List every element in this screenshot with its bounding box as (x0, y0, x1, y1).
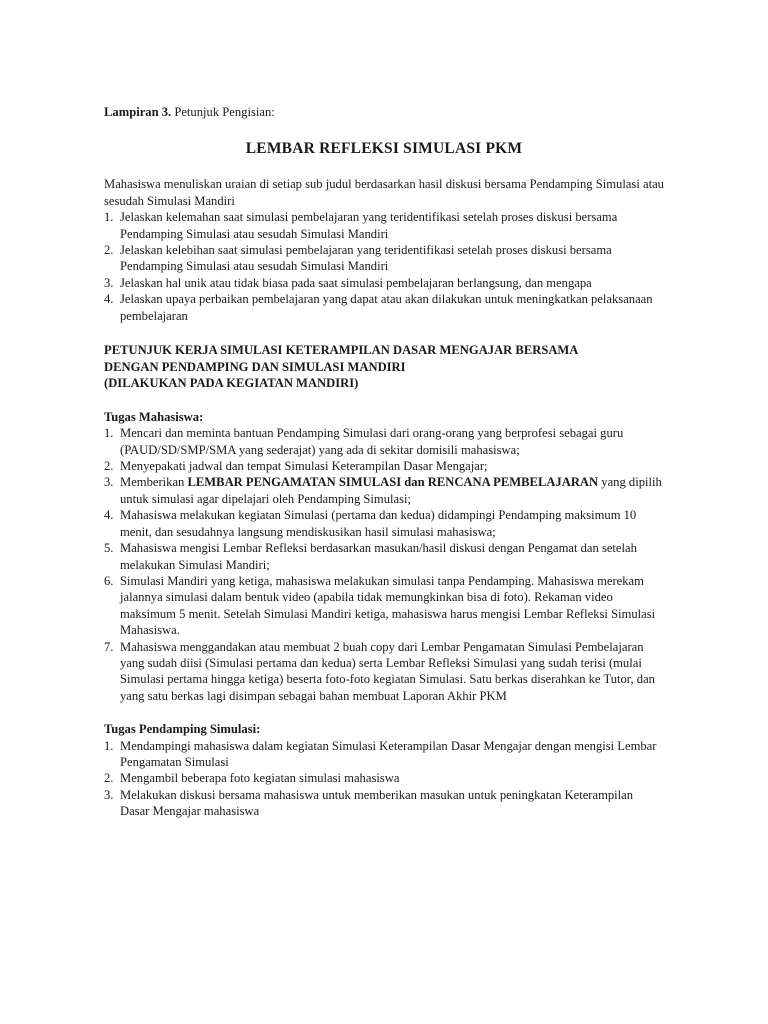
appendix-label (104, 104, 664, 120)
page-title: LEMBAR REFLEKSI SIMULASI PKM (245, 140, 523, 158)
item-number: 1. (104, 738, 114, 753)
list-item (104, 787, 664, 820)
item-text: Simulasi Mandiri yang ketiga, mahasiswa melakukan simulasi tanpa Pendamping. Mahasiswa merekam jalannya simulasi dalam bentuk video (apabila tidak memungkinkan bisa di foto). Rekaman video maksimum 5 menit. Setelah Simulasi Mandiri ketiga, mahasiswa harus mengisi Lembar Refleksi Simulasi Mahasiswa. (120, 573, 656, 638)
item-number: 6. (104, 573, 114, 588)
item-text: Melakukan diskusi bersama mahasiswa untuk memberikan masukan untuk peningkatan Keterampilan Dasar Mengajar mahasiswa (120, 787, 634, 819)
item-number: 1. (104, 426, 114, 441)
item-text: Jelaskan kelebihan saat simulasi pembelajaran yang teridentifikasi setelah proses diskusi bersama Pendamping Simulasi atau sesudah Simulasi Mandiri (120, 243, 612, 274)
list-item (104, 770, 664, 786)
list-item (104, 738, 664, 771)
list-item (104, 474, 664, 507)
document-body (104, 104, 664, 820)
item-number: 3. (104, 275, 114, 290)
list-item (104, 573, 664, 639)
item-number: 2. (104, 243, 114, 258)
item-number: 5. (104, 541, 114, 556)
appendix-number: Lampiran 3. (104, 105, 172, 119)
item-number: 7. (104, 639, 114, 654)
item-text: Mahasiswa menggandakan atau membuat 2 buah copy dari Lembar Pengamatan Simulasi Pembelajaran yang sudah diisi (Simulasi pertama dan kedua) serta Lembar Refleksi Simulasi yang sudah terisi (mulai Simulasi pertama hingga ketiga) beserta foto-foto kegiatan Simulasi. Satu berkas diserahkan ke Tutor, dan yang satu berkas lagi disimpan sebagai bahan membuat Laporan Akhir PKM (120, 639, 655, 703)
item-text: Menyepakati jadwal dan tempat Simulasi Keterampilan Dasar Mengajar; (120, 459, 488, 474)
item-number: 2. (104, 459, 114, 474)
refleksi-list (104, 209, 664, 324)
tugas-pendamping-list (104, 738, 664, 820)
appendix-caption: Petunjuk Pengisian: (171, 105, 275, 119)
item-text: Jelaskan hal unik atau tidak biasa pada saat simulasi pembelajaran berlangsung, dan mengapa (120, 275, 592, 290)
item-number: 3. (104, 475, 114, 490)
item-text: Jelaskan kelemahan saat simulasi pembelajaran yang teridentifikasi setelah proses diskusi bersama Pendamping Simulasi atau sesudah Simulasi Mandiri (120, 210, 618, 241)
list-item (104, 425, 664, 458)
list-item (104, 458, 664, 474)
item-number: 4. (104, 508, 114, 523)
list-item (104, 209, 664, 242)
item-text: Mencari dan meminta bantuan Pendamping Simulasi dari orang-orang yang berprofesi sebagai guru (PAUD/SD/SMP/SMA yang sederajat) yang ada di sekitar domisili mahasiswa; (120, 426, 624, 457)
item-text: Mahasiswa melakukan kegiatan Simulasi (pertama dan kedua) didampingi Pendamping maksimum 10 menit, dan sesudahnya langsung mendiskusikan hasil simulasi mahasiswa; (120, 508, 637, 539)
petunjuk-heading (104, 342, 664, 392)
item-number: 4. (104, 292, 114, 307)
item-number: 2. (104, 771, 114, 786)
list-item (104, 507, 664, 540)
tugas-mahasiswa-heading: Tugas Mahasiswa: (104, 409, 204, 424)
tugas-pendamping-heading: Tugas Pendamping Simulasi: (104, 722, 261, 737)
item-text-bold: LEMBAR PENGAMATAN SIMULASI dan RENCANA PEMBELAJARAN (187, 475, 599, 490)
list-item (104, 242, 664, 275)
list-item (104, 291, 664, 324)
list-item (104, 639, 664, 705)
petunjuk-heading-line: PETUNJUK KERJA SIMULASI KETERAMPILAN DASAR MENGAJAR BERSAMA (104, 343, 579, 358)
petunjuk-heading-line: DENGAN PENDAMPING DAN SIMULASI MANDIRI (104, 359, 406, 374)
item-text: Mengambil beberapa foto kegiatan simulasi mahasiswa (120, 771, 400, 786)
item-number: 1. (104, 210, 114, 225)
list-item (104, 275, 664, 291)
intro-paragraph: Mahasiswa menuliskan uraian di setiap sub judul berdasarkan hasil diskusi bersama Pendamping Simulasi atau sesudah Simulasi Mandiri (104, 177, 664, 208)
item-text: Jelaskan upaya perbaikan pembelajaran yang dapat atau akan dilakukan untuk meningkatkan pelaksanaan pembelajaran (120, 292, 653, 323)
list-item (104, 540, 664, 573)
item-text: Memberikan (120, 475, 188, 490)
item-text: Mahasiswa mengisi Lembar Refleksi berdasarkan masukan/hasil diskusi dengan Pengamat dan setelah melakukan Simulasi Mandiri; (120, 541, 637, 572)
item-number: 3. (104, 787, 114, 802)
item-text: yang dipilih untuk simulasi agar dipelajari oleh Pendamping Simulasi; (120, 475, 662, 506)
tugas-mahasiswa-list (104, 425, 664, 704)
item-text: Mendampingi mahasiswa dalam kegiatan Simulasi Keterampilan Dasar Mengajar dengan mengisi Lembar Pengamatan Simulasi (120, 738, 657, 769)
petunjuk-heading-line: (DILAKUKAN PADA KEGIATAN MANDIRI) (104, 376, 359, 391)
